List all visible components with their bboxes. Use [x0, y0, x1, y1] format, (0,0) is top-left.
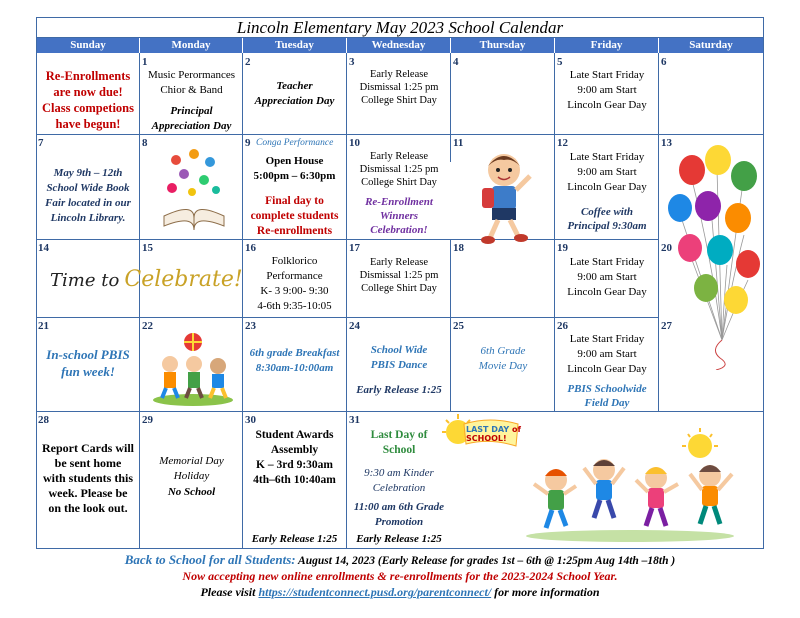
- late-start-note: Late Start Friday 9:00 am Start Lincoln Gear Day: [567, 151, 647, 193]
- day-number: 25: [453, 320, 464, 332]
- header-sunday: Sunday: [37, 38, 140, 53]
- late-start-note: Late Start Friday 9:00 am Start Lincoln Gear Day: [567, 333, 647, 375]
- day-number: 8: [142, 137, 148, 149]
- sixth-grade-breakfast: 6th grade Breakfast 8:30am-10:00am: [249, 347, 340, 374]
- last-day-of-school: Last Day of School: [370, 429, 428, 456]
- header-wednesday: Wednesday: [347, 38, 451, 53]
- calendar-title: Lincoln Elementary May 2023 School Calendar: [36, 17, 764, 38]
- day-number: 22: [142, 320, 153, 332]
- balloons-image: [662, 140, 762, 370]
- day-number: 5: [557, 56, 563, 68]
- early-release-note: Early Release Dismissal 1:25 pm College Shirt Day: [359, 257, 439, 294]
- day-number: 10: [349, 137, 360, 149]
- grid-line: [36, 411, 764, 412]
- header-tuesday: Tuesday: [243, 38, 347, 53]
- day-number: 9: [245, 137, 251, 149]
- day-number: 31: [349, 414, 360, 426]
- day-number: 17: [349, 242, 360, 254]
- final-day-reenroll: Final day to complete students Re-enrollments: [250, 195, 339, 237]
- report-cards-note: Report Cards will be sent home with students this week. Please be on the look out.: [42, 441, 134, 515]
- celebrate-text-a: Time to: [50, 270, 120, 291]
- day-number: 11: [453, 137, 464, 149]
- day-number: 23: [245, 320, 256, 332]
- day-number: 26: [557, 320, 568, 332]
- day-number: 1: [142, 56, 148, 68]
- visit-line: Please visit https://studentconnect.pusd.org/parentconnect/ for more information: [200, 585, 600, 599]
- movie-day: 6th Grade Movie Day: [478, 345, 528, 372]
- kids-playing-image: [150, 330, 236, 406]
- pbis-field-day: PBIS Schoolwide Field Day: [567, 383, 647, 409]
- day-number: 30: [245, 414, 256, 426]
- sixth-grade-promotion: 11:00 am 6th Grade Promotion: [353, 501, 445, 528]
- grid-line: [36, 317, 658, 318]
- teacher-appreciation: Teacher Appreciation Day: [254, 80, 335, 107]
- banner-text: LAST DAY of SCHOOL!: [466, 425, 521, 443]
- grid-line: [36, 239, 658, 240]
- kids-jumping-image: [520, 428, 756, 544]
- day-number: 13: [661, 137, 672, 149]
- header-friday: Friday: [555, 38, 659, 53]
- celebrate-text-b: Celebrate!: [124, 267, 243, 292]
- day-number: 18: [453, 242, 464, 254]
- header-thursday: Thursday: [451, 38, 555, 53]
- day-number: 21: [38, 320, 49, 332]
- day-number: 12: [557, 137, 568, 149]
- book-fair-note: May 9th – 12th School Wide Book Fair located in our Lincoln Library.: [45, 167, 131, 224]
- grid-line: [36, 134, 764, 135]
- coffee-with-principal: Coffee with Principal 9:30am: [567, 206, 647, 232]
- early-release-note: Early Release 1:25: [251, 533, 338, 545]
- day-number: 29: [142, 414, 153, 426]
- late-start-note: Late Start Friday 9:00 am Start Lincoln Gear Day: [567, 69, 647, 111]
- reenroll-celebration: Re-Enrollment Winners Celebration!: [365, 196, 433, 236]
- header-monday: Monday: [140, 38, 243, 53]
- pbis-dance: School Wide PBIS Dance: [370, 344, 428, 371]
- day-number: 28: [38, 414, 49, 426]
- early-release-note: Early Release Dismissal 1:25 pm College Shirt Day: [359, 69, 439, 106]
- book-butterflies-image: [158, 146, 230, 234]
- day-number: 16: [245, 242, 256, 254]
- day-number: 2: [245, 56, 251, 68]
- late-start-note: Late Start Friday 9:00 am Start Lincoln Gear Day: [567, 256, 647, 298]
- last-day-banner: [438, 414, 520, 454]
- day-number: 20: [661, 242, 672, 254]
- student-awards-assembly: Student Awards Assembly K – 3rd 9:30am 4th–6th 10:40am: [253, 429, 336, 486]
- time-to-celebrate-graphic: [50, 262, 243, 302]
- no-school: No School: [167, 486, 216, 498]
- day-number: 3: [349, 56, 355, 68]
- day-number: 15: [142, 242, 153, 254]
- memorial-day-holiday: Memorial Day Holiday: [159, 455, 224, 482]
- pbis-fun-week: In-school PBIS fun week!: [46, 347, 130, 379]
- music-performances: Music Perormances Chior & Band: [147, 69, 236, 96]
- day-number: 27: [661, 320, 672, 332]
- conga-performance: Conga Performance: [256, 138, 334, 148]
- day-number: 19: [557, 242, 568, 254]
- reenroll-note: Re-Enrollments are now due! Class competions have begun!: [41, 69, 135, 131]
- day-number: 14: [38, 242, 49, 254]
- student-boy-image: [466, 146, 544, 248]
- back-to-school-line: Back to School for all Students: August 14, 2023 (Early Release for grades 1st – 6th @ 1:25pm Aug 14th –18th ): [124, 552, 676, 567]
- day-number: 6: [661, 56, 667, 68]
- open-house: Open House 5:00pm – 6:30pm: [253, 155, 336, 182]
- folklorico-performance: Folklorico Performance K- 3 9:00- 9:30 4-6th 9:35-10:05: [257, 255, 332, 312]
- day-number: 24: [349, 320, 360, 332]
- header-saturday: Saturday: [659, 38, 763, 53]
- early-release-note: Early Release Dismissal 1:25 pm College Shirt Day: [359, 151, 439, 188]
- parentconnect-link[interactable]: https://studentconnect.pusd.org/parentconnect/: [258, 585, 492, 599]
- day-number: 4: [453, 56, 459, 68]
- day-number: 7: [38, 137, 44, 149]
- kinder-celebration: 9:30 am Kinder Celebration: [364, 467, 434, 494]
- early-release-note: Early Release 1:25: [356, 533, 442, 545]
- enrollment-notice: Now accepting new online enrollments & re-enrollments for the 2023-2024 School Year.: [182, 569, 618, 583]
- principal-appreciation: Principal Appreciation Day: [151, 105, 232, 132]
- early-release-note: Early Release 1:25: [356, 384, 442, 396]
